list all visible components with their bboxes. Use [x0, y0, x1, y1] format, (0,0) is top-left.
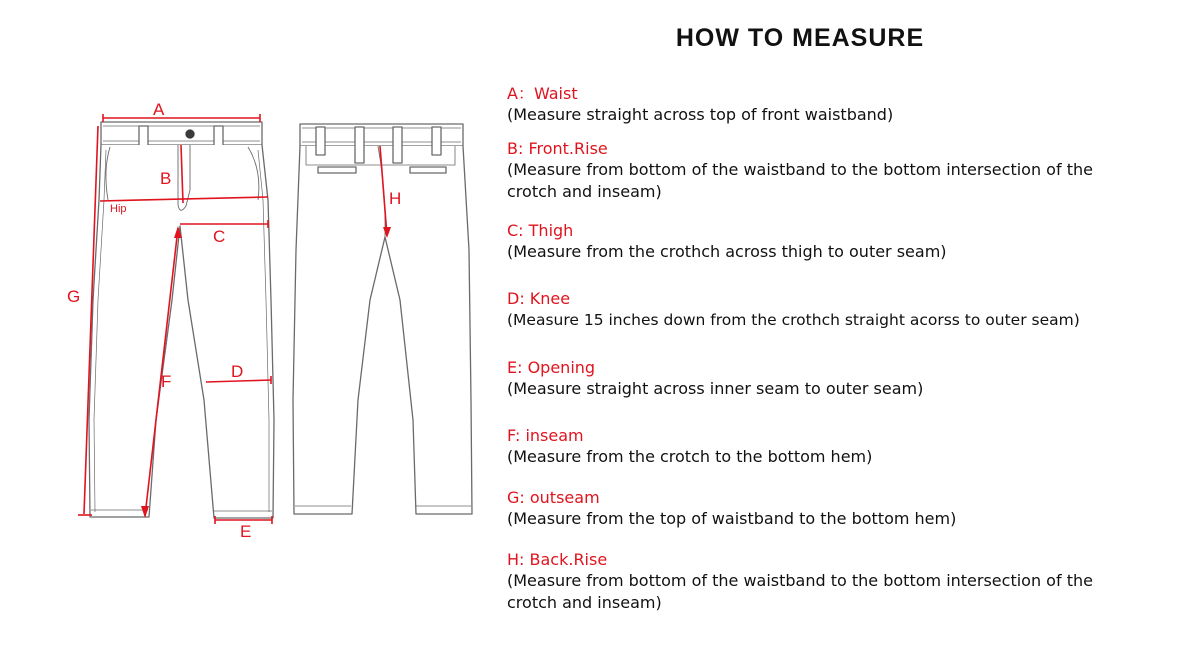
measurement-description: (Measure from the top of waistband to the bottom hem)	[507, 509, 957, 528]
measurement-heading: C: Thigh	[507, 221, 574, 240]
measurement-description: (Measure from bottom of the waistband to the bottom intersection of the crotch and inseam)	[507, 160, 1093, 201]
label-e: E	[240, 522, 252, 541]
measurement-heading: E: Opening	[507, 358, 596, 377]
measurement-item-thigh	[507, 220, 1187, 263]
label-g: G	[67, 287, 81, 306]
measurement-description: (Measure from bottom of the waistband to the bottom intersection of the crotch and inseam)	[507, 571, 1093, 612]
measurement-heading: F: inseam	[507, 426, 584, 445]
label-a: A	[153, 100, 165, 119]
page-title: HOW TO MEASURE	[675, 24, 925, 52]
measurement-description: (Measure from the crotch to the bottom hem)	[507, 447, 873, 466]
measurement-heading: H: Back.Rise	[507, 550, 608, 569]
measurement-item-outseam	[507, 487, 1187, 530]
measurement-item-front-rise	[507, 138, 1187, 203]
label-c: C	[213, 227, 226, 246]
measurement-description: (Measure 15 inches down from the crothch straight acorss to outer seam)	[507, 311, 1080, 329]
measurement-item-back-rise	[507, 549, 1187, 614]
label-h: H	[389, 189, 402, 208]
measurement-item-knee	[507, 288, 1187, 331]
measurement-heading: G: outseam	[507, 488, 600, 507]
label-hip: Hip	[110, 203, 127, 215]
measurement-item-inseam	[507, 425, 1187, 468]
label-b: B	[160, 169, 172, 188]
measurement-item-opening	[507, 357, 1187, 400]
measurement-heading: B: Front.Rise	[507, 139, 608, 158]
pants-measurement-diagram	[0, 0, 500, 650]
label-f: F	[161, 372, 172, 391]
measurement-description: (Measure straight across inner seam to outer seam)	[507, 379, 924, 398]
measurement-item-waist	[507, 83, 1187, 126]
measurement-heading: A：Waist	[507, 84, 578, 103]
measurement-heading: D: Knee	[507, 289, 571, 308]
measurement-description: (Measure from the crothch across thigh to outer seam)	[507, 242, 947, 261]
label-d: D	[231, 362, 244, 381]
measurement-description: (Measure straight across top of front waistband)	[507, 105, 894, 124]
